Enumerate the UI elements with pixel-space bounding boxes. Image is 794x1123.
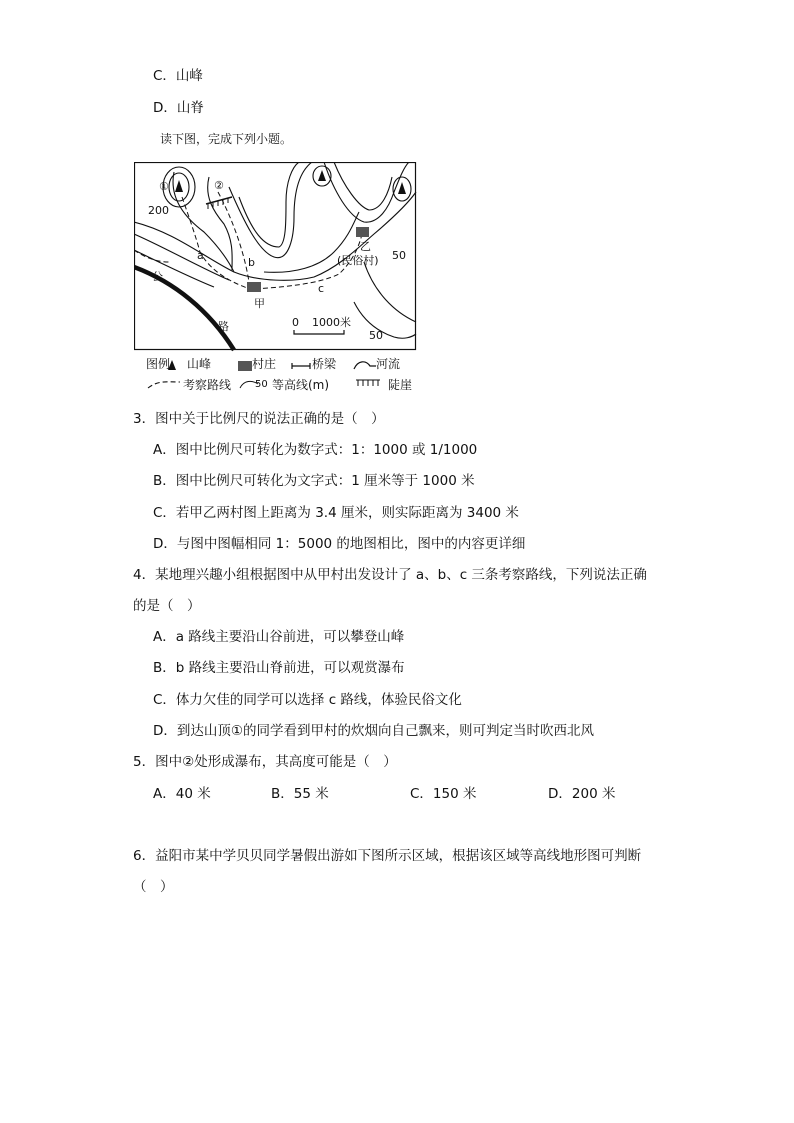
legend-village: 村庄 — [252, 357, 277, 371]
legend-river: 河流 — [376, 357, 401, 371]
q5-option-a: A．40 米 — [153, 786, 211, 802]
q5-options — [153, 785, 633, 803]
label-50b: 50 — [369, 329, 383, 342]
q4-option-d: D．到达山顶①的同学看到甲村的炊烟向自己飘来，则可判定当时吹西北风 — [153, 723, 594, 739]
label-scale-dist: 1000米 — [312, 316, 351, 329]
legend-title: 图例 — [146, 357, 171, 371]
label-circle1: ① — [159, 180, 169, 193]
village-jia — [247, 282, 261, 292]
label-lu: 路 — [218, 320, 229, 333]
label-route-a: a — [197, 249, 204, 262]
label-route-b: b — [248, 256, 255, 269]
legend-row-2 — [142, 377, 442, 393]
legend-row-1 — [142, 356, 442, 372]
q4-stem-line2: 的是（ ） — [133, 598, 201, 614]
instruction: 读下图，完成下列小题。 — [160, 132, 293, 146]
legend-bridge: 桥梁 — [312, 357, 337, 371]
legend-contour: 等高线(m) — [272, 378, 330, 392]
q3-option-b: B．图中比例尺可转化为文字式：1 厘米等于 1000 米 — [153, 473, 475, 489]
label-200: 200 — [148, 204, 169, 217]
legend-peak: 山峰 — [187, 357, 212, 371]
q5-stem: 5．图中②处形成瀑布，其高度可能是（ ） — [133, 754, 397, 770]
q4-stem-line1: 4．某地理兴趣小组根据图中从甲村出发设计了 a、b、c 三条考察路线，下列说法正确 — [133, 567, 647, 583]
q4-option-a: A．a 路线主要沿山谷前进，可以攀登山峰 — [153, 629, 405, 645]
label-route-c: c — [318, 282, 325, 295]
prev-option-c: C．山峰 — [153, 68, 203, 84]
village-yi — [356, 227, 369, 237]
label-scale-zero: 0 — [292, 316, 299, 329]
label-circle2: ② — [214, 179, 224, 192]
legend-route: 考察路线 — [183, 378, 232, 392]
legend-contour-num: 50 — [255, 379, 268, 390]
q3-option-c: C．若甲乙两村图上距离为 3.4 厘米，则实际距离为 3400 米 — [153, 505, 519, 521]
q6-stem-line1: 6．益阳市某中学贝贝同学暑假出游如下图所示区域，根据该区域等高线地形图可判断 — [133, 848, 642, 864]
label-jia: 甲 — [254, 297, 265, 310]
q5-option-c: C．150 米 — [410, 786, 477, 802]
q4-option-b: B．b 路线主要沿山脊前进，可以观赏瀑布 — [153, 660, 405, 676]
legend-cliff: 陡崖 — [388, 378, 413, 392]
q3-stem: 3．图中关于比例尺的说法正确的是（ ） — [133, 411, 385, 427]
q5-option-d: D．200 米 — [548, 786, 616, 802]
label-yi: 乙 — [360, 240, 371, 253]
q3-option-a: A．图中比例尺可转化为数字式：1：1000 或 1/1000 — [153, 442, 478, 458]
label-minsu: (民俗村) — [337, 254, 379, 267]
q3-option-d: D．与图中图幅相同 1：5000 的地图相比，图中的内容更详细 — [153, 536, 526, 552]
label-gong: 公 — [152, 270, 163, 283]
q5-option-b: B．55 米 — [271, 786, 329, 802]
label-50a: 50 — [392, 249, 406, 262]
prev-option-d: D．山脊 — [153, 100, 204, 116]
q4-option-c: C．体力欠佳的同学可以选择 c 路线，体验民俗文化 — [153, 692, 462, 708]
q6-stem-line2: （ ） — [133, 879, 174, 895]
